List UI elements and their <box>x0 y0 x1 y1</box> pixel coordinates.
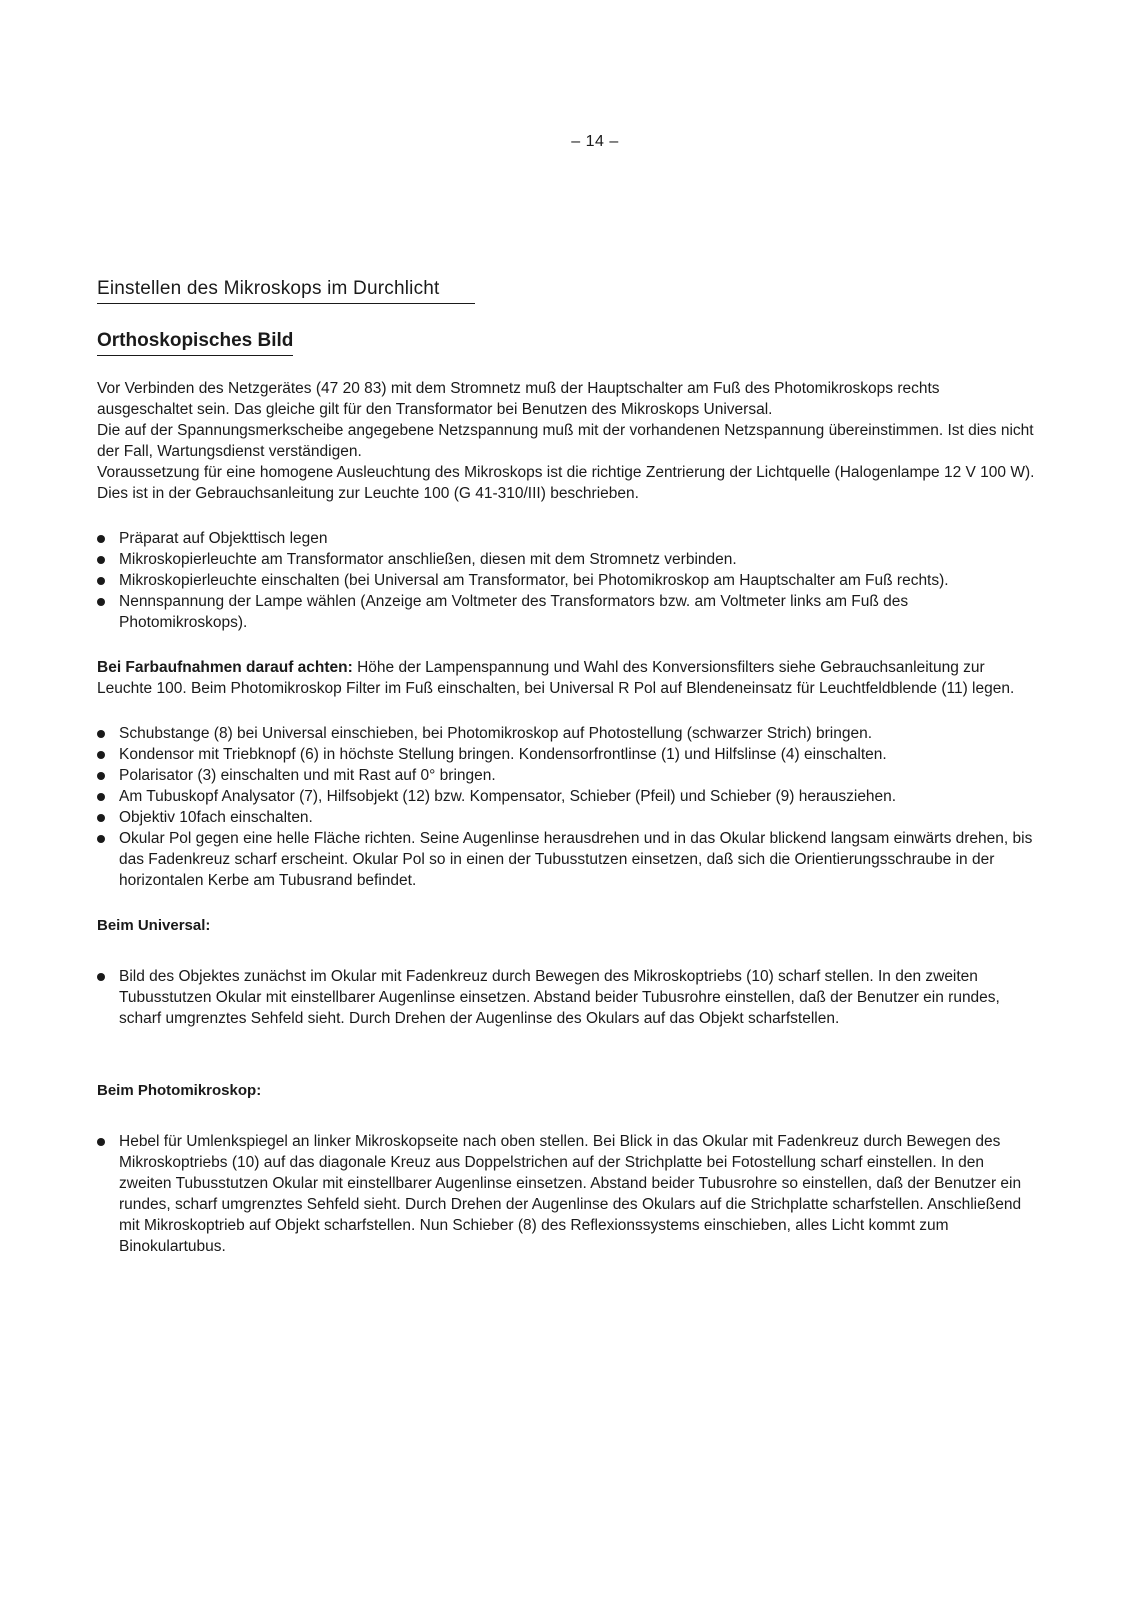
list-item-text: Schubstange (8) bei Universal einschieben, bei Photomikroskop auf Photostellung (schwarzer Strich) bringen. <box>119 725 873 742</box>
list-item <box>97 723 1037 744</box>
list-item-text: Hebel für Umlenkspiegel an linker Mikroskopseite nach oben stellen. Bei Blick in das Okular mit Fadenkreuz durch Bewegen des Mikroskoptriebs (10) auf das diagonale Kreuz aus Doppelstrichen auf der Strichplatte bei Fotostellung scharf einstellen. In den zweiten Tubusstutzen Okular mit einstellbarer Augenlinse einsetzen. Abstand beider Tubusrohre so einstellen, daß der Benutzer ein rundes, scharf umgrenztes Sehfeld sieht. Durch Drehen der Augenlinse des Okulars auf die Strichplatte scharfstellen. Anschließend mit Mikroskoptrieb auf Objekt scharfstellen. Nun Schieber (8) des Reflexionssystems einschieben, alles Licht kommt zum Binokulartubus. <box>119 1133 1022 1255</box>
intro-paragraph: Vor Verbinden des Netzgerätes (47 20 83) mit dem Stromnetz muß der Hauptschalter am Fuß des Photomikroskops rechts ausgeschaltet sein. Das gleiche gilt für den Transformator bei Benutzen des Mikroskops Universal. <box>97 380 940 418</box>
bullet-icon <box>97 730 105 738</box>
list-item-text: Präparat auf Objekttisch legen <box>119 530 328 547</box>
page-number: – 14 – <box>571 133 619 150</box>
list-item <box>97 591 1037 633</box>
list-item <box>97 765 1037 786</box>
bullet-icon <box>97 793 105 801</box>
color-note-text: Höhe der Lampenspannung und Wahl des Konversionsfilters siehe Gebrauchsanleitung zur Leuchte 100. Beim Photomikroskop Filter im Fuß einschalten, bei Universal R Pol auf Blendeneinsatz für Leuchtfeldblende (11) legen. <box>97 659 1015 697</box>
list-item <box>97 786 1037 807</box>
preparation-list <box>97 528 1037 633</box>
bullet-icon <box>97 751 105 759</box>
photomicroscope-list <box>97 1131 1037 1257</box>
list-item <box>97 828 1037 891</box>
list-item <box>97 807 1037 828</box>
list-item-text: Mikroskopierleuchte am Transformator anschließen, diesen mit dem Stromnetz verbinden. <box>119 551 737 568</box>
universal-heading: Beim Universal: <box>97 917 211 934</box>
list-item <box>97 744 1037 765</box>
bullet-icon <box>97 835 105 843</box>
list-item-text: Kondensor mit Triebknopf (6) in höchste Stellung bringen. Kondensorfrontlinse (1) und Hilfslinse (4) einschalten. <box>119 746 887 763</box>
list-item-text: Bild des Objektes zunächst im Okular mit Fadenkreuz durch Bewegen des Mikroskoptriebs (10) scharf stellen. In den zweiten Tubusstutzen Okular mit einstellbarer Augenlinse einsetzen. Abstand beider Tubusrohre einstellen, daß der Benutzer ein rundes, scharf umgrenztes Sehfeld sieht. Durch Drehen der Augenlinse des Okulars auf das Objekt scharfstellen. <box>119 968 1000 1027</box>
color-note <box>97 657 1037 699</box>
sub-heading: Orthoskopisches Bild <box>97 330 293 356</box>
document-body <box>97 278 1037 1257</box>
photomicroscope-heading: Beim Photomikroskop: <box>97 1082 262 1099</box>
bullet-icon <box>97 814 105 822</box>
bullet-icon <box>97 598 105 606</box>
bullet-icon <box>97 577 105 585</box>
list-item-text: Polarisator (3) einschalten und mit Rast auf 0° bringen. <box>119 767 496 784</box>
bullet-icon <box>97 1138 105 1146</box>
list-item-text: Nennspannung der Lampe wählen (Anzeige am Voltmeter des Transformators bzw. am Voltmeter links am Fuß des Photomikroskops). <box>119 593 909 631</box>
intro-section <box>97 378 1037 504</box>
main-heading-block <box>97 278 475 304</box>
list-item-text: Mikroskopierleuchte einschalten (bei Universal am Transformator, bei Photomikroskop am Hauptschalter am Fuß rechts). <box>119 572 949 589</box>
list-item <box>97 570 1037 591</box>
list-item <box>97 1131 1037 1257</box>
bullet-icon <box>97 772 105 780</box>
list-item <box>97 549 1037 570</box>
list-item <box>97 966 1037 1029</box>
intro-paragraph: Die auf der Spannungsmerkscheibe angegebene Netzspannung muß mit der vorhandenen Netzspannung übereinstimmen. Ist dies nicht der Fall, Wartungsdienst verständigen. <box>97 422 1034 460</box>
setup-list <box>97 723 1037 891</box>
list-item-text: Am Tubuskopf Analysator (7), Hilfsobjekt (12) bzw. Kompensator, Schieber (Pfeil) und Schieber (9) herausziehen. <box>119 788 897 805</box>
bullet-icon <box>97 556 105 564</box>
main-heading: Einstellen des Mikroskops im Durchlicht <box>97 278 440 299</box>
list-item-text: Okular Pol gegen eine helle Fläche richten. Seine Augenlinse herausdrehen und in das Okular blickend langsam einwärts drehen, bis das Fadenkreuz scharf erscheint. Okular Pol so in einen der Tubusstutzen einsetzen, daß sich die Orientierungsschraube in der horizontalen Kerbe am Tubusrand befindet. <box>119 830 1033 889</box>
list-item-text: Objektiv 10fach einschalten. <box>119 809 313 826</box>
universal-list <box>97 966 1037 1029</box>
color-note-label: Bei Farbaufnahmen darauf achten: <box>97 659 353 676</box>
bullet-icon <box>97 535 105 543</box>
intro-paragraph: Voraussetzung für eine homogene Ausleuchtung des Mikroskops ist die richtige Zentrierung der Lichtquelle (Halogenlampe 12 V 100 W). Dies ist in der Gebrauchsanleitung zur Leuchte 100 (G 41-310/III) beschrieben. <box>97 464 1035 502</box>
bullet-icon <box>97 973 105 981</box>
list-item <box>97 528 1037 549</box>
